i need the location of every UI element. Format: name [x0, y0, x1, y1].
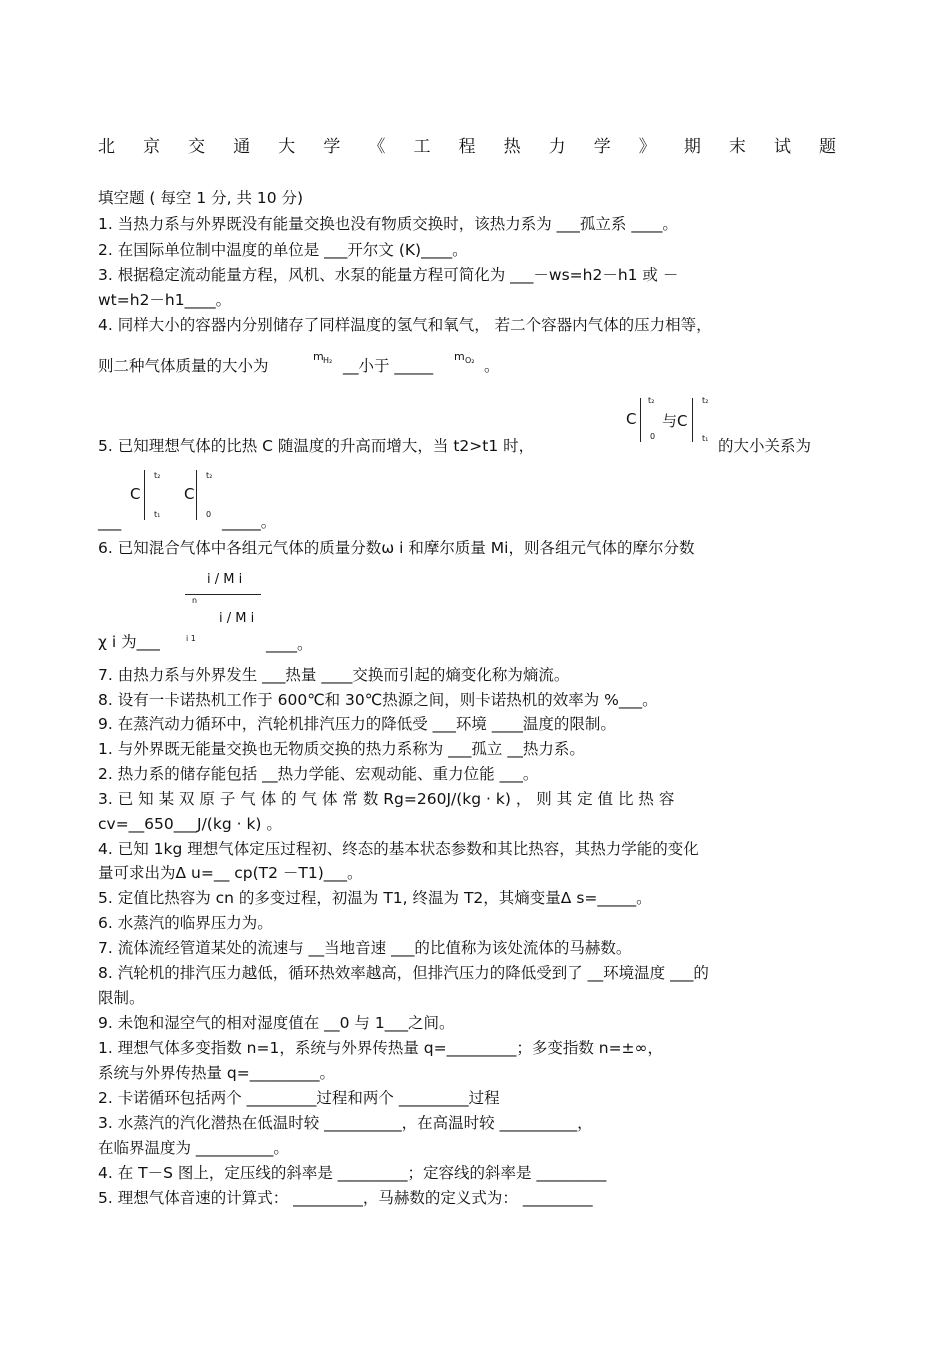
exam-title — [98, 132, 836, 157]
subscript-o2: O₂ — [465, 356, 475, 365]
question-5-blank: ___ — [98, 513, 122, 531]
title-char: 大 — [278, 137, 296, 157]
question-3-line-1: 3. 根据稳定流动能量方程，风机、水泵的能量方程可简化为 ___－ws=h2－h1 或 － — [98, 266, 679, 284]
mass-symbol-o2: m — [454, 350, 465, 363]
title-char: 题 — [819, 137, 836, 157]
title-char: 力 — [548, 137, 566, 157]
title-char: 程 — [458, 137, 476, 157]
evaluation-bar — [640, 398, 641, 442]
title-char: 学 — [323, 137, 341, 157]
fraction-line — [185, 594, 261, 595]
question-s3-line-1: 3. 水蒸汽的汽化潜热在低温时较 __________，在高温时较 __________， — [98, 1114, 593, 1132]
title-char: 京 — [143, 137, 161, 157]
upper-limit-t2: t₂ — [154, 471, 161, 480]
title-char: 交 — [188, 137, 206, 157]
lower-limit-t1: t₁ — [702, 434, 709, 443]
title-char: 学 — [593, 137, 611, 157]
evaluation-bar — [144, 470, 145, 520]
specific-heat-c-2: C — [130, 485, 141, 503]
upper-limit-t2: t₂ — [648, 396, 655, 405]
question-1: 1. 当热力系与外界既没有能量交换也没有物质交换时，该热力系为 ___孤立系 ____。 — [98, 215, 678, 233]
question-r4-line-1: 4. 已知 1kg 理想气体定压过程初、终态的基本状态参数和其比热容，其热力学能的变化 — [98, 840, 699, 858]
question-8: 8. 设有一卡诺热机工作于 600℃和 30℃热源之间，则卡诺热机的效率为 %___。 — [98, 691, 658, 709]
question-r5: 5. 定值比热容为 cn 的多变过程，初温为 T1, 终温为 T2，其熵变量Δ s=_____。 — [98, 889, 652, 907]
question-r8-line-2: 限制。 — [98, 989, 145, 1007]
evaluation-bar — [196, 470, 197, 520]
question-r7: 7. 流体流经管道某处的流速与 __当地音速 ___的比值称为该处流体的马赫数。 — [98, 939, 632, 957]
question-5-end: _____。 — [222, 513, 277, 531]
subscript-h2: H₂ — [323, 356, 333, 365]
question-2: 2. 在国际单位制中温度的单位是 ___开尔文 (K)____。 — [98, 241, 468, 259]
title-char: 试 — [773, 137, 791, 157]
section-header: 填空题 ( 每空 1 分, 共 10 分) — [98, 189, 304, 207]
question-r3-line-1: 3. 已 知 某 双 原 子 气 体 的 气 体 常 数 Rg=260J/(kg · k) ， 则 其 定 值 比 热 容 — [98, 790, 675, 808]
sum-upper-n: n — [192, 596, 198, 605]
question-r3-line-2: cv=__650___J/(kg · k) 。 — [98, 815, 282, 833]
title-char: 》 — [638, 137, 656, 157]
upper-limit-t2: t₂ — [702, 396, 709, 405]
question-s3-line-2: 在临界温度为 __________。 — [98, 1139, 289, 1157]
specific-heat-c-3: C — [184, 485, 195, 503]
question-5-text: 5. 已知理想气体的比热 C 随温度的升高而增大，当 t2>t1 时， — [98, 437, 535, 455]
question-4-end: 。 — [484, 357, 500, 375]
and-c: 与C — [662, 412, 688, 430]
mass-symbol-h2: m — [313, 350, 324, 363]
question-s5: 5. 理想气体音速的计算式： _________，马赫数的定义式为： _________ — [98, 1189, 593, 1207]
evaluation-bar — [692, 398, 693, 442]
question-4-line-1: 4. 同样大小的容器内分别储存了同样温度的氢气和氧气， 若二个容器内气体的压力相等， — [98, 316, 712, 334]
title-char: 北 — [98, 137, 115, 157]
question-r6: 6. 水蒸汽的临界压力为。 — [98, 914, 273, 932]
upper-limit-t2: t₂ — [206, 471, 213, 480]
title-char: 《 — [368, 137, 386, 157]
question-6-line-1: 6. 已知混合气体中各组元气体的质量分数ω i 和摩尔质量 Mi，则各组元气体的摩尔分数 — [98, 539, 695, 557]
sum-lower-i1: i 1 — [186, 634, 196, 643]
lower-limit-zero: 0 — [650, 432, 656, 441]
title-char: 末 — [728, 137, 746, 157]
lower-limit-t1: t₁ — [154, 510, 161, 519]
question-r4-line-2: 量可求出为Δ u=__ cp(T2 －T1)___。 — [98, 864, 363, 882]
question-5-tail: 的大小关系为 — [718, 437, 812, 455]
question-3-line-2: wt=h2－h1____。 — [98, 291, 232, 309]
question-s1-line-2: 系统与外界传热量 q=_________。 — [98, 1064, 336, 1082]
question-s2: 2. 卡诺循环包括两个 _________过程和两个 _________过程 — [98, 1089, 500, 1107]
fraction-numerator: i / M i — [207, 572, 243, 587]
fraction-denominator: i / M i — [219, 611, 255, 626]
title-char: 通 — [233, 137, 251, 157]
question-r8-line-1: 8. 汽轮机的排汽压力越低，循环热效率越高，但排汽压力的降低受到了 __环境温度 ___的 — [98, 964, 709, 982]
title-char: 热 — [503, 137, 521, 157]
question-4-line-2-text: 则二种气体质量的大小为 — [98, 357, 269, 375]
question-s1-line-1: 1. 理想气体多变指数 n=1，系统与外界传热量 q=_________；多变指数 n=±∞， — [98, 1039, 663, 1057]
title-char: 期 — [683, 137, 701, 157]
question-7: 7. 由热力系与外界发生 ___热量 ____交换而引起的熵变化称为熵流。 — [98, 666, 570, 684]
question-r9: 9. 未饱和湿空气的相对湿度值在 __0 与 1___之间。 — [98, 1014, 455, 1032]
question-r1: 1. 与外界既无能量交换也无物质交换的热力系称为 ___孤立 __热力系。 — [98, 740, 585, 758]
question-s4: 4. 在 T－S 图上，定压线的斜率是 _________；定容线的斜率是 _________ — [98, 1164, 607, 1182]
question-4-relation: __小于 _____ — [343, 357, 434, 375]
lower-limit-zero: 0 — [206, 510, 212, 519]
title-char: 工 — [413, 137, 431, 157]
question-6-chi: χ i 为___ — [98, 633, 160, 651]
question-6-end: ____。 — [266, 635, 313, 653]
specific-heat-c-1: C — [626, 410, 637, 428]
question-9: 9. 在蒸汽动力循环中，汽轮机排汽压力的降低受 ___环境 ____温度的限制。 — [98, 715, 616, 733]
question-r2: 2. 热力系的储存能包括 __热力学能、宏观动能、重力位能 ___。 — [98, 765, 539, 783]
